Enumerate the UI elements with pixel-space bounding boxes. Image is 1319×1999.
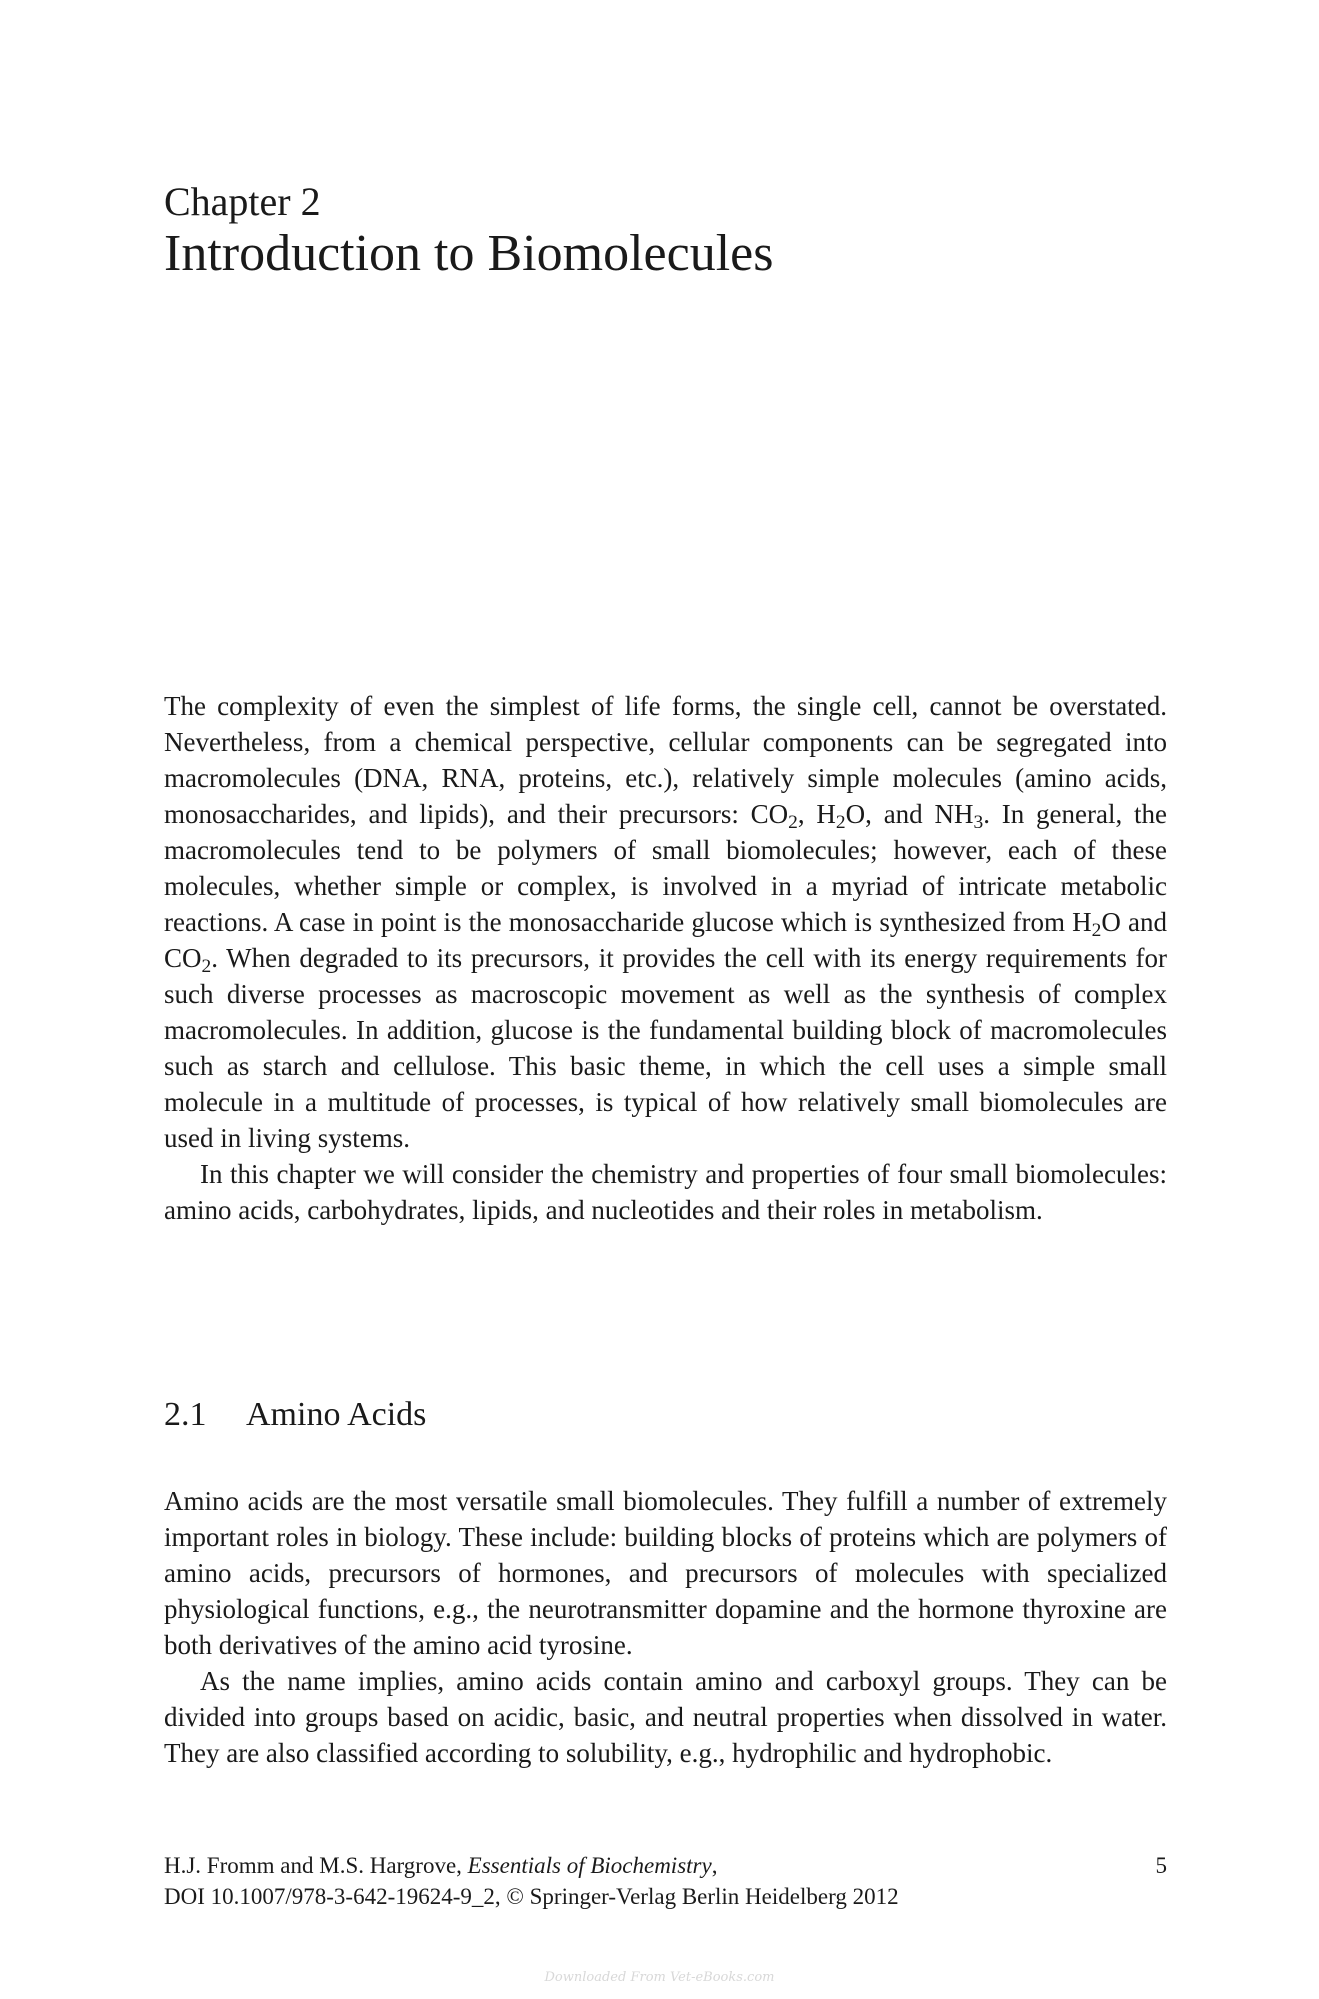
doi-line: DOI 10.1007/978-3-642-19624-9_2, © Springer-Verlag Berlin Heidelberg 2012 <box>164 1884 899 1909</box>
section-heading <box>164 1394 426 1436</box>
intro-paragraph-2: In this chapter we will consider the chemistry and properties of four small biomolecules: amino acids, carbohydrates, lipids, and nucleotides and their roles in metabolism. <box>164 1159 1167 1225</box>
chapter-label: Chapter 2 <box>164 179 321 224</box>
watermark: Downloaded From Vet-eBooks.com <box>544 1970 775 1985</box>
book-title: Essentials of Biochemistry <box>467 1853 712 1878</box>
section-paragraph-1: Amino acids are the most versatile small biomolecules. They fulfill a number of extremely important roles in biology. These include: building blocks of proteins which are polymers of amino acids, precursors of hormones, and precursors of molecules with specialized physiological functions, e.g., the neurotransmitter dopamine and the hormone thyroxine are both derivatives of the amino acid tyrosine. <box>164 1486 1167 1660</box>
page-number: 5 <box>1155 1853 1167 1878</box>
citation-line: H.J. Fromm and M.S. Hargrove, Essentials of Biochemistry, <box>164 1853 718 1878</box>
intro-text <box>164 688 1167 1228</box>
chapter-title: Introduction to Biomolecules <box>164 225 774 282</box>
intro-paragraph-1: The complexity of even the simplest of life forms, the single cell, cannot be overstated. Nevertheless, from a chemical perspective, cellular components can be segregated into macromolecules (DNA, RNA, proteins, etc.), relatively simple molecules (amino acids, monosaccharides, and lipids), and their precursors: $CO_2$, $H_2O$, and $NH_3$. In general, the macromolecules tend to be polymers of small biomolecules; however, each of these molecules, whether simple or complex, is involved in a myriad of intricate metabolic reactions. A case in point is the monosaccharide glucose which is synthesized from $H_2O$ and $CO_2$. When degraded to its precursors, it provides the cell with its energy requirements for such diverse processes as macroscopic movement as well as the synthesis of complex macromolecules. In addition, glucose is the fundamental building block of macromolecules such as starch and cellulose. This basic theme, in which the cell uses a simple small molecule in a multitude of processes, is typical of how relatively small biomolecules are used in living systems. <box>164 691 1168 1153</box>
section-text <box>164 1483 1167 1771</box>
section-number: 2.1 <box>164 1396 207 1433</box>
section-paragraph-2: As the name implies, amino acids contain amino and carboxyl groups. They can be divided into groups based on acidic, basic, and neutral properties when dissolved in water. They are also classified according to solubility, e.g., hydrophilic and hydrophobic. <box>164 1666 1167 1768</box>
page-footer <box>164 1850 1167 1912</box>
section-title: Amino Acids <box>246 1396 427 1433</box>
